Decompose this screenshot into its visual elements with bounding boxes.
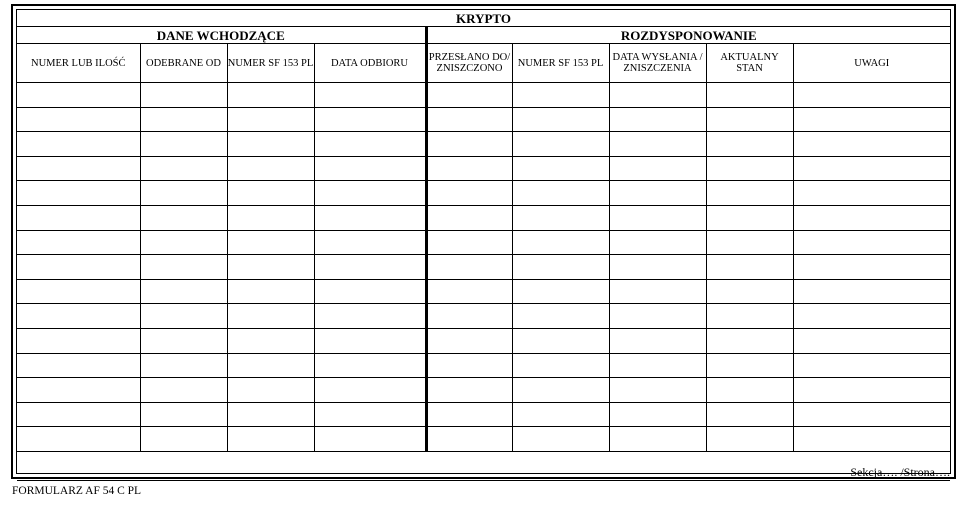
cell-date-sent-destroyed[interactable] xyxy=(609,328,706,353)
cell-received-from[interactable] xyxy=(140,205,227,230)
cell-received-from[interactable] xyxy=(140,83,227,108)
cell-date-sent-destroyed[interactable] xyxy=(609,402,706,427)
cell-sent-to-destroyed[interactable] xyxy=(426,205,512,230)
cell-sf153-number-out[interactable] xyxy=(512,378,609,403)
table-row xyxy=(17,279,950,304)
col-received-from: ODEBRANE OD xyxy=(140,44,227,83)
cell-remarks[interactable] xyxy=(793,255,950,280)
cell-received-from[interactable] xyxy=(140,107,227,132)
cell-number-or-quantity[interactable] xyxy=(17,279,140,304)
cell-current-status[interactable] xyxy=(706,279,793,304)
col-number-or-quantity: NUMER LUB ILOŚĆ xyxy=(17,44,140,83)
cell-sf153-number-out[interactable] xyxy=(512,279,609,304)
cell-date-sent-destroyed[interactable] xyxy=(609,107,706,132)
col-sf153-number-in: NUMER SF 153 PL xyxy=(227,44,314,83)
cell-sf153-number-in[interactable] xyxy=(227,279,314,304)
table-row xyxy=(17,427,950,452)
cell-receipt-date[interactable] xyxy=(314,156,426,181)
cell-remarks[interactable] xyxy=(793,378,950,403)
cell-received-from[interactable] xyxy=(140,230,227,255)
form-title: KRYPTO xyxy=(17,10,950,27)
cell-received-from[interactable] xyxy=(140,132,227,157)
cell-sf153-number-out[interactable] xyxy=(512,132,609,157)
cell-receipt-date[interactable] xyxy=(314,230,426,255)
table-row xyxy=(17,83,950,108)
cell-sent-to-destroyed[interactable] xyxy=(426,427,512,452)
col-date-sent-destroyed: DATA WYSŁANIA / ZNISZCZENIA xyxy=(609,44,706,83)
cell-current-status[interactable] xyxy=(706,427,793,452)
cell-remarks[interactable] xyxy=(793,328,950,353)
cell-current-status[interactable] xyxy=(706,156,793,181)
cell-current-status[interactable] xyxy=(706,205,793,230)
cell-sf153-number-out[interactable] xyxy=(512,83,609,108)
table-row xyxy=(17,230,950,255)
cell-number-or-quantity[interactable] xyxy=(17,427,140,452)
krypto-table xyxy=(17,10,950,481)
cell-remarks[interactable] xyxy=(793,156,950,181)
cell-receipt-date[interactable] xyxy=(314,107,426,132)
cell-date-sent-destroyed[interactable] xyxy=(609,255,706,280)
cell-sf153-number-in[interactable] xyxy=(227,255,314,280)
cell-remarks[interactable] xyxy=(793,427,950,452)
table-row xyxy=(17,181,950,206)
cell-sf153-number-out[interactable] xyxy=(512,107,609,132)
cell-sf153-number-in[interactable] xyxy=(227,107,314,132)
cell-receipt-date[interactable] xyxy=(314,132,426,157)
cell-current-status[interactable] xyxy=(706,378,793,403)
cell-sf153-number-in[interactable] xyxy=(227,83,314,108)
cell-receipt-date[interactable] xyxy=(314,181,426,206)
cell-sent-to-destroyed[interactable] xyxy=(426,181,512,206)
cell-sf153-number-out[interactable] xyxy=(512,156,609,181)
cell-remarks[interactable] xyxy=(793,279,950,304)
cell-date-sent-destroyed[interactable] xyxy=(609,304,706,329)
cell-number-or-quantity[interactable] xyxy=(17,328,140,353)
cell-date-sent-destroyed[interactable] xyxy=(609,427,706,452)
cell-number-or-quantity[interactable] xyxy=(17,402,140,427)
cell-sent-to-destroyed[interactable] xyxy=(426,230,512,255)
cell-remarks[interactable] xyxy=(793,181,950,206)
cell-date-sent-destroyed[interactable] xyxy=(609,132,706,157)
col-sf153-number-out: NUMER SF 153 PL xyxy=(512,44,609,83)
cell-receipt-date[interactable] xyxy=(314,304,426,329)
cell-sent-to-destroyed[interactable] xyxy=(426,107,512,132)
cell-sf153-number-in[interactable] xyxy=(227,181,314,206)
form-frame xyxy=(11,4,956,479)
cell-received-from[interactable] xyxy=(140,427,227,452)
footer-row xyxy=(17,451,950,480)
table-row xyxy=(17,378,950,403)
cell-number-or-quantity[interactable] xyxy=(17,107,140,132)
col-remarks: UWAGI xyxy=(793,44,950,83)
cell-sf153-number-out[interactable] xyxy=(512,230,609,255)
cell-remarks[interactable] xyxy=(793,230,950,255)
cell-sf153-number-out[interactable] xyxy=(512,353,609,378)
cell-current-status[interactable] xyxy=(706,353,793,378)
cell-sent-to-destroyed[interactable] xyxy=(426,83,512,108)
cell-received-from[interactable] xyxy=(140,304,227,329)
cell-current-status[interactable] xyxy=(706,328,793,353)
cell-sf153-number-out[interactable] xyxy=(512,427,609,452)
cell-number-or-quantity[interactable] xyxy=(17,255,140,280)
table-row xyxy=(17,402,950,427)
cell-sf153-number-out[interactable] xyxy=(512,205,609,230)
cell-number-or-quantity[interactable] xyxy=(17,353,140,378)
cell-sf153-number-in[interactable] xyxy=(227,205,314,230)
cell-remarks[interactable] xyxy=(793,304,950,329)
cell-received-from[interactable] xyxy=(140,402,227,427)
cell-sf153-number-out[interactable] xyxy=(512,328,609,353)
cell-received-from[interactable] xyxy=(140,328,227,353)
cell-sent-to-destroyed[interactable] xyxy=(426,402,512,427)
cell-remarks[interactable] xyxy=(793,107,950,132)
cell-number-or-quantity[interactable] xyxy=(17,205,140,230)
cell-receipt-date[interactable] xyxy=(314,402,426,427)
cell-number-or-quantity[interactable] xyxy=(17,132,140,157)
cell-sf153-number-in[interactable] xyxy=(227,230,314,255)
form-inner-border xyxy=(16,9,951,479)
cell-received-from[interactable] xyxy=(140,378,227,403)
cell-sf153-number-in[interactable] xyxy=(227,378,314,403)
cell-received-from[interactable] xyxy=(140,279,227,304)
cell-date-sent-destroyed[interactable] xyxy=(609,230,706,255)
cell-date-sent-destroyed[interactable] xyxy=(609,156,706,181)
cell-received-from[interactable] xyxy=(140,255,227,280)
cell-sf153-number-in[interactable] xyxy=(227,353,314,378)
table-row xyxy=(17,353,950,378)
cell-sent-to-destroyed[interactable] xyxy=(426,255,512,280)
cell-receipt-date[interactable] xyxy=(314,378,426,403)
table-row xyxy=(17,205,950,230)
cell-sent-to-destroyed[interactable] xyxy=(426,279,512,304)
cell-sf153-number-in[interactable] xyxy=(227,132,314,157)
cell-receipt-date[interactable] xyxy=(314,328,426,353)
cell-sf153-number-in[interactable] xyxy=(227,427,314,452)
cell-current-status[interactable] xyxy=(706,230,793,255)
table-row xyxy=(17,328,950,353)
cell-sf153-number-in[interactable] xyxy=(227,328,314,353)
cell-receipt-date[interactable] xyxy=(314,279,426,304)
table-row xyxy=(17,132,950,157)
cell-receipt-date[interactable] xyxy=(314,83,426,108)
cell-number-or-quantity[interactable] xyxy=(17,304,140,329)
cell-date-sent-destroyed[interactable] xyxy=(609,181,706,206)
cell-sf153-number-out[interactable] xyxy=(512,304,609,329)
cell-date-sent-destroyed[interactable] xyxy=(609,279,706,304)
cell-current-status[interactable] xyxy=(706,181,793,206)
cell-sf153-number-in[interactable] xyxy=(227,402,314,427)
cell-sf153-number-out[interactable] xyxy=(512,255,609,280)
table-row xyxy=(17,107,950,132)
cell-sent-to-destroyed[interactable] xyxy=(426,156,512,181)
cell-sent-to-destroyed[interactable] xyxy=(426,353,512,378)
cell-current-status[interactable] xyxy=(706,132,793,157)
cell-sf153-number-in[interactable] xyxy=(227,156,314,181)
cell-received-from[interactable] xyxy=(140,181,227,206)
cell-remarks[interactable] xyxy=(793,83,950,108)
table-row xyxy=(17,156,950,181)
cell-date-sent-destroyed[interactable] xyxy=(609,353,706,378)
cell-remarks[interactable] xyxy=(793,132,950,157)
cell-sf153-number-in[interactable] xyxy=(227,304,314,329)
col-current-status: AKTUALNY STAN xyxy=(706,44,793,83)
table-row xyxy=(17,255,950,280)
cell-sent-to-destroyed[interactable] xyxy=(426,304,512,329)
cell-date-sent-destroyed[interactable] xyxy=(609,378,706,403)
cell-sent-to-destroyed[interactable] xyxy=(426,328,512,353)
cell-date-sent-destroyed[interactable] xyxy=(609,205,706,230)
cell-remarks[interactable] xyxy=(793,205,950,230)
cell-remarks[interactable] xyxy=(793,402,950,427)
section-disposition: ROZDYSPONOWANIE xyxy=(426,27,950,44)
cell-number-or-quantity[interactable] xyxy=(17,378,140,403)
col-sent-to-destroyed: PRZESŁANO DO/ ZNISZCZONO xyxy=(426,44,512,83)
cell-receipt-date[interactable] xyxy=(314,353,426,378)
cell-sf153-number-out[interactable] xyxy=(512,181,609,206)
cell-remarks[interactable] xyxy=(793,353,950,378)
cell-receipt-date[interactable] xyxy=(314,427,426,452)
cell-number-or-quantity[interactable] xyxy=(17,83,140,108)
cell-sent-to-destroyed[interactable] xyxy=(426,132,512,157)
cell-current-status[interactable] xyxy=(706,304,793,329)
cell-date-sent-destroyed[interactable] xyxy=(609,83,706,108)
cell-sent-to-destroyed[interactable] xyxy=(426,378,512,403)
table-row xyxy=(17,304,950,329)
cell-number-or-quantity[interactable] xyxy=(17,156,140,181)
cell-receipt-date[interactable] xyxy=(314,205,426,230)
cell-current-status[interactable] xyxy=(706,83,793,108)
section-page-indicator: Sekcja…. /Strona…. xyxy=(17,451,950,480)
col-receipt-date: DATA ODBIORU xyxy=(314,44,426,83)
cell-number-or-quantity[interactable] xyxy=(17,181,140,206)
form-code: FORMULARZ AF 54 C PL xyxy=(12,485,142,497)
cell-number-or-quantity[interactable] xyxy=(17,230,140,255)
cell-receipt-date[interactable] xyxy=(314,255,426,280)
cell-sf153-number-out[interactable] xyxy=(512,402,609,427)
section-incoming-data: DANE WCHODZĄCE xyxy=(17,27,426,44)
cell-current-status[interactable] xyxy=(706,255,793,280)
cell-received-from[interactable] xyxy=(140,353,227,378)
cell-current-status[interactable] xyxy=(706,402,793,427)
cell-current-status[interactable] xyxy=(706,107,793,132)
cell-received-from[interactable] xyxy=(140,156,227,181)
